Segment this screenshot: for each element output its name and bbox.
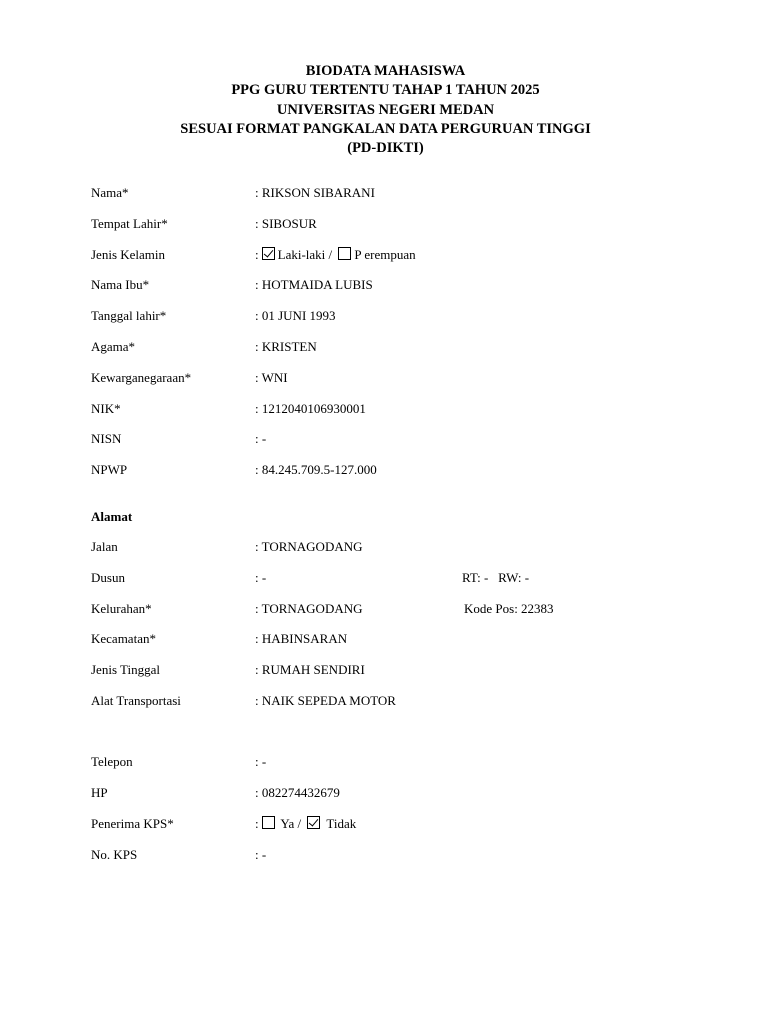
header-format: SESUAI FORMAT PANGKALAN DATA PERGURUAN TINGGI [180, 120, 591, 137]
jenis-kelamin-value [255, 247, 416, 263]
no-kps-label: No. KPS [91, 847, 138, 862]
alat-transportasi-value: : NAIK SEPEDA MOTOR [255, 693, 396, 708]
jalan-value: : TORNAGODANG [255, 539, 363, 554]
jenis-kelamin-colon: : [255, 247, 259, 262]
penerima-kps-colon: : [255, 816, 259, 831]
npwp-label: NPWP [91, 462, 128, 477]
kps-tidak-checkbox[interactable] [307, 816, 320, 829]
tempat-lahir-label: Tempat Lahir* [91, 216, 168, 231]
alamat-section-title: Alamat [91, 509, 133, 524]
kelurahan-value: : TORNAGODANG [255, 601, 363, 616]
nama-value: : RIKSON SIBARANI [255, 185, 375, 200]
nisn-label: NISN [91, 431, 122, 446]
kps-ya-checkbox[interactable] [262, 816, 275, 829]
nik-value: : 1212040106930001 [255, 401, 366, 416]
jenis-tinggal-label: Jenis Tinggal [91, 662, 160, 677]
kps-ya-label: Ya / [280, 816, 302, 831]
npwp-value: : 84.245.709.5-127.000 [255, 462, 377, 477]
tanggal-lahir-value: : 01 JUNI 1993 [255, 308, 336, 323]
kecamatan-value: : HABINSARAN [255, 631, 348, 646]
rt-rw-value: RT: - RW: - [462, 570, 530, 585]
nama-label: Nama* [91, 185, 129, 200]
kecamatan-label: Kecamatan* [91, 631, 156, 646]
kewarganegaraan-label: Kewarganegaraan* [91, 370, 192, 385]
penerima-kps-label: Penerima KPS* [91, 816, 174, 831]
agama-label: Agama* [91, 339, 136, 354]
alat-transportasi-label: Alat Transportasi [91, 693, 181, 708]
kewarganegaraan-value: : WNI [255, 370, 288, 385]
perempuan-label: P erempuan [354, 247, 416, 262]
laki-laki-label: Laki-laki / [277, 247, 333, 262]
document-header [0, 62, 768, 158]
jalan-label: Jalan [91, 539, 118, 554]
nik-label: NIK* [91, 401, 121, 416]
no-kps-value: : - [255, 847, 267, 862]
tempat-lahir-value: : SIBOSUR [255, 216, 317, 231]
telepon-label: Telepon [91, 754, 133, 769]
laki-laki-checkbox[interactable] [262, 247, 275, 260]
tanggal-lahir-label: Tanggal lahir* [91, 308, 167, 323]
dusun-value: : - [255, 570, 267, 585]
header-program: PPG GURU TERTENTU TAHAP 1 TAHUN 2025 [231, 82, 540, 99]
jenis-kelamin-label: Jenis Kelamin [91, 247, 166, 262]
jenis-tinggal-value: : RUMAH SENDIRI [255, 662, 365, 677]
penerima-kps-value [255, 816, 356, 832]
agama-value: : KRISTEN [255, 339, 317, 354]
hp-value: : 082274432679 [255, 785, 340, 800]
perempuan-checkbox[interactable] [338, 247, 351, 260]
nisn-value: : - [255, 431, 267, 446]
header-university: UNIVERSITAS NEGERI MEDAN [276, 101, 495, 118]
hp-label: HP [91, 785, 108, 800]
nama-ibu-value: : HOTMAIDA LUBIS [255, 277, 373, 292]
kelurahan-label: Kelurahan* [91, 601, 152, 616]
dusun-label: Dusun [91, 570, 125, 585]
header-title: BIODATA MAHASISWA [305, 63, 466, 79]
nama-ibu-label: Nama Ibu* [91, 277, 150, 292]
kps-tidak-label: Tidak [326, 816, 357, 831]
telepon-value: : - [255, 754, 267, 769]
header-pddikti: (PD-DIKTI) [347, 140, 424, 157]
kode-pos-value: Kode Pos: 22383 [464, 601, 554, 616]
